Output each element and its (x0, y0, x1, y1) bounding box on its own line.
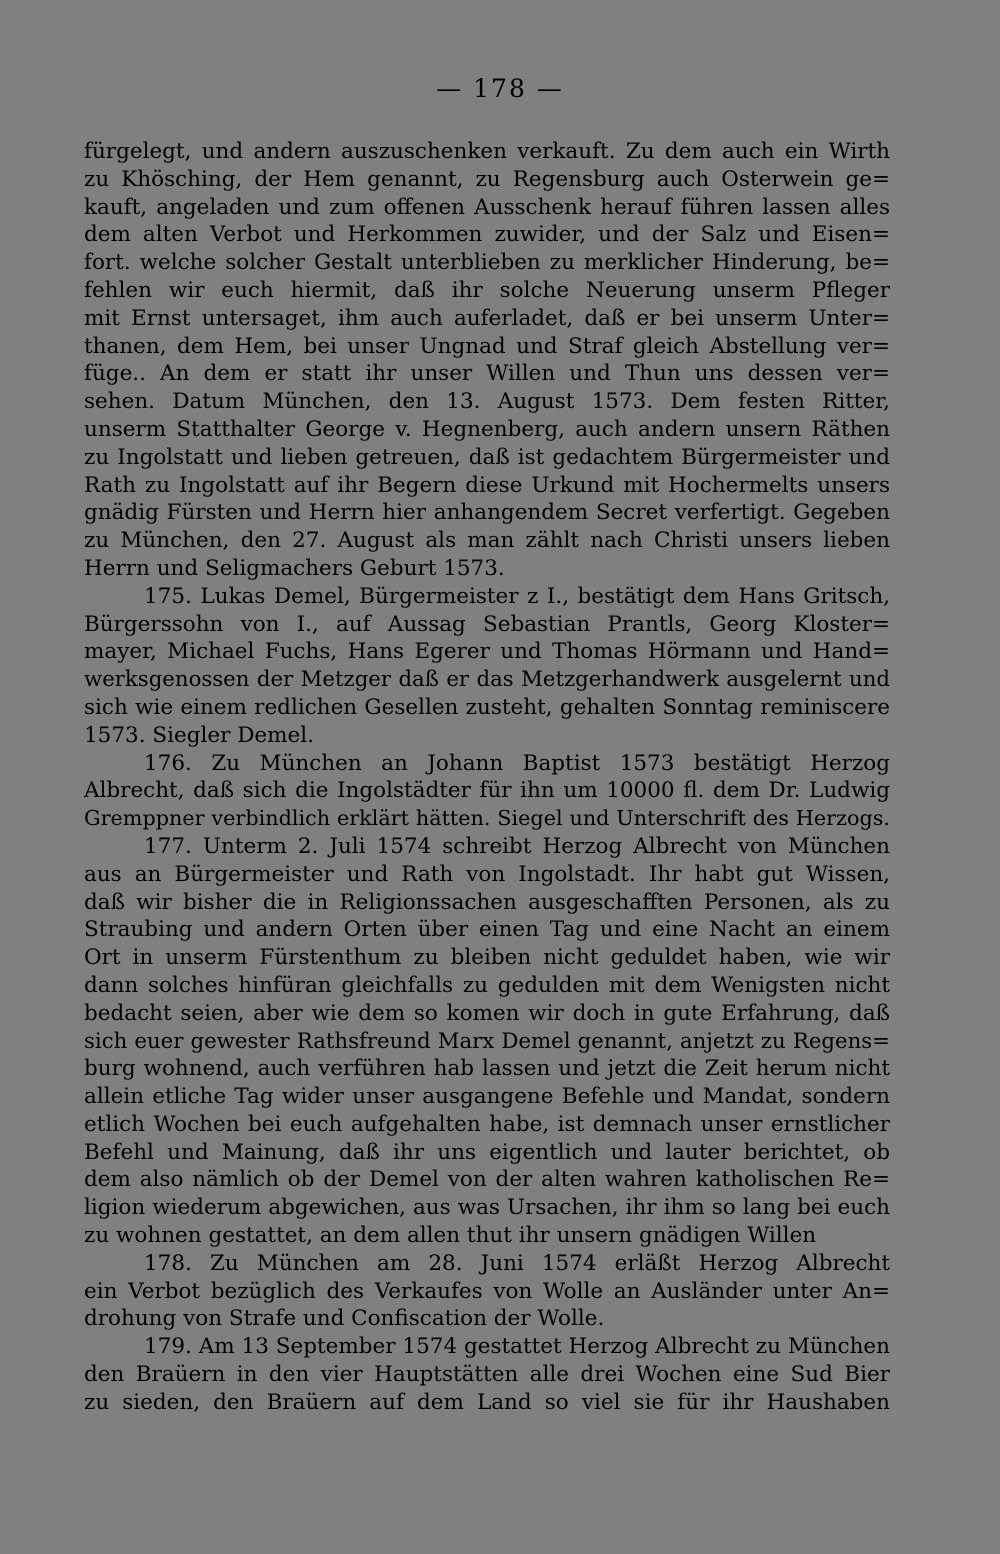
text-line: den Braüern in den vier Hauptstätten alle drei Wochen eine Sud Bier (84, 1362, 890, 1388)
text-line: Gremppner verbindlich erklärt hätten. Siegel und Unterschrift des Herzogs. (84, 806, 890, 831)
text-line: etlich Wochen bei euch aufgehalten habe, ist demnach unser ernstlicher (84, 1111, 890, 1137)
text-line: burg wohnend, auch verführen hab lassen und jetzt die Zeit herum nicht (84, 1056, 890, 1082)
text-line: ein Verbot bezüglich des Verkaufes von Wolle an Ausländer unter An= (84, 1278, 890, 1304)
text-line: Rath zu Ingolstatt auf ihr Begern diese Urkund mit Hochermelts unsers (84, 472, 890, 498)
text-line: thanen, dem Hem, bei unser Ungnad und Straf gleich Abstellung ver= (84, 333, 890, 359)
text-line: kauft, angeladen und zum offenen Ausschenk herauf führen lassen alles (84, 194, 890, 220)
text-line: Albrecht, daß sich die Ingolstädter für ihn um 10000 fl. dem Dr. Ludwig (84, 778, 890, 804)
text-line: zu wohnen gestattet, an dem allen thut ihr unsern gnädigen Willen (84, 1223, 817, 1249)
page-number-header: — 178 — (436, 74, 564, 103)
text-line: Befehl und Mainung, daß ihr uns eigentlich und lauter berichtet, ob (84, 1139, 890, 1165)
text-line: zu Ingolstatt und lieben getreuen, daß ist gedachtem Bürgermeister und (84, 444, 890, 470)
text-line: gnädig Fürsten und Herrn hier anhangendem Secret verfertigt. Gegeben (84, 500, 890, 526)
text-line: 178. Zu München am 28. Juni 1574 erläßt Herzog Albrecht (144, 1250, 890, 1276)
text-line: unserm Statthalter George v. Hegnenberg, auch andern unsern Räthen (84, 416, 890, 442)
text-line: Ort in unserm Fürstenthum zu bleiben nicht geduldet haben, wie wir (84, 945, 890, 971)
text-line: zu sieden, den Braüern auf dem Land so viel sie für ihr Haushaben (84, 1389, 890, 1415)
text-line: drohung von Strafe und Confiscation der Wolle. (84, 1306, 605, 1332)
text-line: fehlen wir euch hiermit, daß ihr solche Neuerung unserm Pfleger (84, 277, 890, 303)
text-line: fürgelegt, und andern auszuschenken verkauft. Zu dem auch ein Wirth (84, 139, 890, 164)
text-line: sich wie einem redlichen Gesellen zusteht, gehalten Sonntag reminiscere (84, 694, 890, 720)
text-line: Bürgerssohn von I., auf Aussag Sebastian Prantls, Georg Kloster= (84, 611, 890, 637)
text-line: werksgenossen der Metzger daß er das Metzgerhandwerk ausgelernt und (84, 667, 890, 693)
body-text (84, 138, 890, 1417)
text-line: sehen. Datum München, den 13. August 1573. Dem festen Ritter, (84, 389, 890, 415)
text-line: daß wir bisher die in Religionssachen ausgeschafften Personen, als zu (84, 889, 890, 915)
text-line: zu München, den 27. August als man zählt nach Christi unsers lieben (84, 528, 890, 554)
text-line: füge.. An dem er statt ihr unser Willen und Thun uns dessen ver= (84, 361, 890, 387)
text-line: Herrn und Seligmachers Geburt 1573. (84, 555, 505, 581)
text-line: 1573. Siegler Demel. (84, 722, 314, 748)
text-line: 177. Unterm 2. Juli 1574 schreibt Herzog Albrecht von München (144, 833, 890, 859)
text-line: fort. welche solcher Gestalt unterblieben zu merklicher Hinderung, be= (84, 250, 890, 276)
text-line: 179. Am 13 September 1574 gestattet Herzog Albrecht zu München (144, 1334, 890, 1360)
text-line: aus an Bürgermeister und Rath von Ingolstadt. Ihr habt gut Wissen, (84, 861, 890, 887)
text-line: mayer, Michael Fuchs, Hans Egerer und Thomas Hörmann und Hand= (84, 639, 890, 665)
text-line: ligion wiederum abgewichen, aus was Ursachen, ihr ihm so lang bei euch (84, 1195, 890, 1221)
text-line: 175. Lukas Demel, Bürgermeister z I., bestätigt dem Hans Gritsch, (144, 583, 890, 609)
text-line: 176. Zu München an Johann Baptist 1573 bestätigt Herzog (144, 750, 890, 776)
text-line: Straubing und andern Orten über einen Tag und eine Nacht an einem (84, 917, 890, 943)
text-line: allein etliche Tag wider unser ausgangene Befehle und Mandat, sondern (84, 1084, 890, 1110)
text-line: dann solches hinfüran gleichfalls zu gedulden mit dem Wenigsten nicht (84, 972, 890, 998)
text-line: dem alten Verbot und Herkommen zuwider, und der Salz und Eisen= (84, 222, 890, 248)
text-line: sich euer gewester Rathsfreund Marx Demel genannt, anjetzt zu Regens= (84, 1028, 890, 1054)
text-line: dem also nämlich ob der Demel von der alten wahren katholischen Re= (84, 1167, 890, 1193)
text-line: zu Khösching, der Hem genannt, zu Regensburg auch Osterwein ge= (84, 166, 890, 192)
text-line: mit Ernst untersaget, ihm auch auferladet, daß er bei unserm Unter= (84, 305, 890, 331)
text-line: bedacht seien, aber wie dem so komen wir doch in gute Erfahrung, daß (84, 1000, 890, 1026)
